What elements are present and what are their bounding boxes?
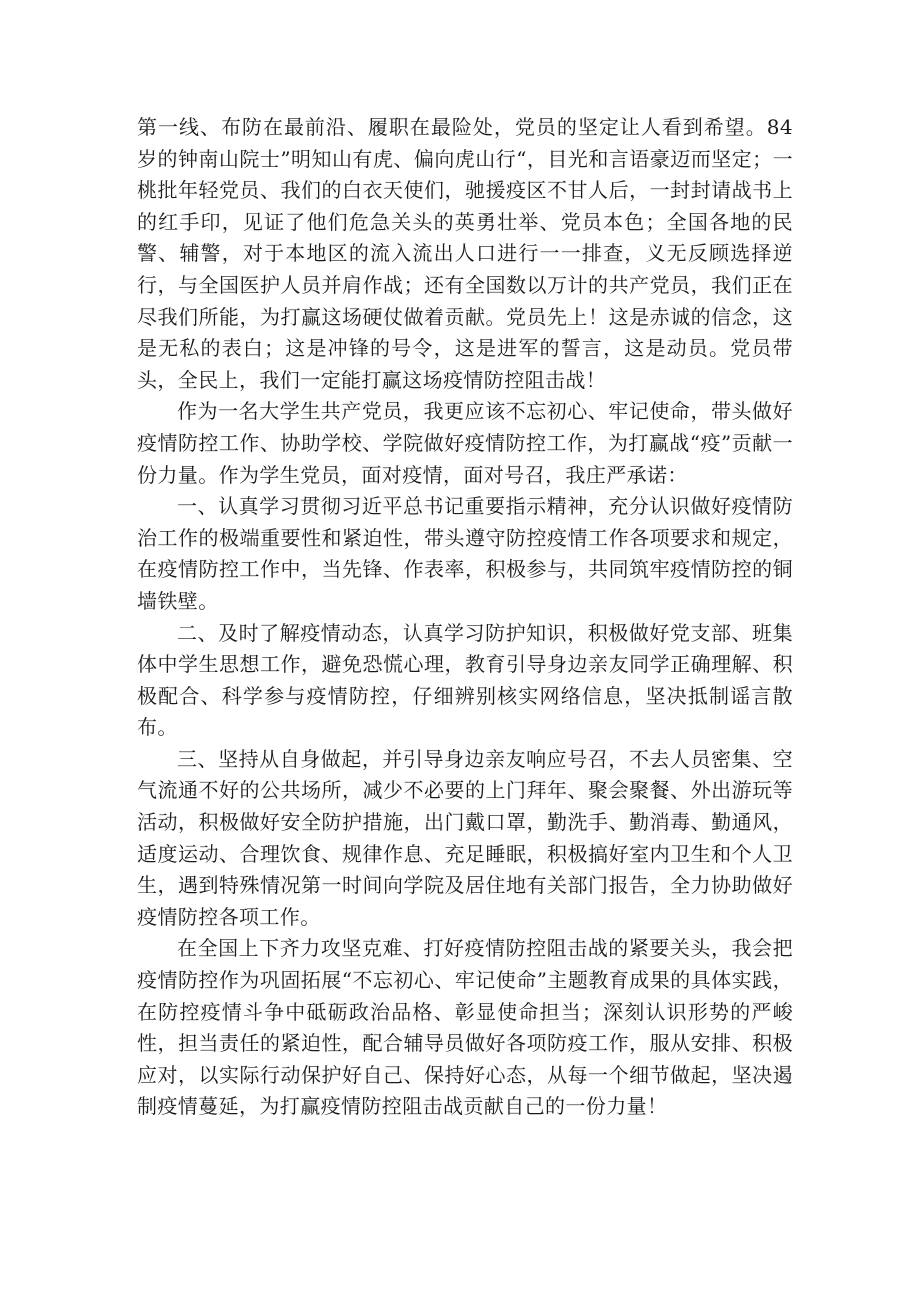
paragraph-6: 在全国上下齐力攻坚克难、打好疫情防控阻击战的紧要关头，我会把疫情防控作为巩固拓展“不忘初心、牢记使命”主题教育成果的具体实践，在防控疫情斗争中砥砺政治品格、彰显使命担当；深刻认识形势的严峻性，担当责任的紧迫性，配合辅导员做好各项防疫工作，服从安排、积极应对，以实际行动保护好自己、保持好心态，从每一个细节做起，坚决遏制疫情蔓延，为打赢疫情防控阻击战贡献自己的一份力量！	[137, 936, 793, 1119]
paragraph-1: 第一线、布防在最前沿、履职在最险处，党员的坚定让人看到希望。84岁的钟南山院士”明知山有虎、偏向虎山行“，目光和言语豪迈而坚定；一桃批年轻党员、我们的白衣天使们，驰援疫区不甘人后，一封封请战书上的红手印，见证了他们危急关头的英勇壮举、党员本色；全国各地的民警、辅警，对于本地区的流入流出人口进行一一排查，义无反顾选择逆行，与全国医护人员并肩作战；还有全国数以万计的共产党员，我们正在尽我们所能，为打赢这场硬仗做着贡献。党员先上！这是赤诚的信念，这是无私的表白；这是冲锋的号令，这是进军的誓言，这是动员。党员带头，全民上，我们一定能打赢这场疫情防控阻击战！	[137, 115, 793, 392]
paragraph-5: 三、坚持从自身做起，并引导身边亲友响应号召，不去人员密集、空气流通不好的公共场所，减少不必要的上门拜年、聚会聚餐、外出游玩等活动，积极做好安全防护措施，出门戴口罩，勤洗手、勤消毒、勤通风，适度运动、合理饮食、规律作息、充足睡眠，积极搞好室内卫生和个人卫生，遇到特殊情况第一时间向学院及居住地有关部门报告，全力协助做好疫情防控各项工作。	[137, 746, 793, 929]
paragraph-2: 作为一名大学生共产党员，我更应该不忘初心、牢记使命，带头做好疫情防控工作、协助学校、学院做好疫情防控工作，为打赢战“疫”贡献一份力量。作为学生党员，面对疫情，面对号召，我庄严承诺：	[137, 399, 793, 487]
paragraph-3: 一、认真学习贯彻习近平总书记重要指示精神，充分认识做好疫情防治工作的极端重要性和紧迫性，带头遵守防控疫情工作各项要求和规定，在疫情防控工作中，当先锋、作表率，积极参与，共同筑牢疫情防控的铜墙铁壁。	[137, 494, 793, 613]
document-body	[137, 112, 793, 1123]
paragraph-4: 二、及时了解疫情动态，认真学习防护知识，积极做好党支部、班集体中学生思想工作，避免恐慌心理，教育引导身边亲友同学正确理解、积极配合、科学参与疫情防控，仔细辨别核实网络信息，坚决抵制谣言散布。	[137, 620, 793, 740]
